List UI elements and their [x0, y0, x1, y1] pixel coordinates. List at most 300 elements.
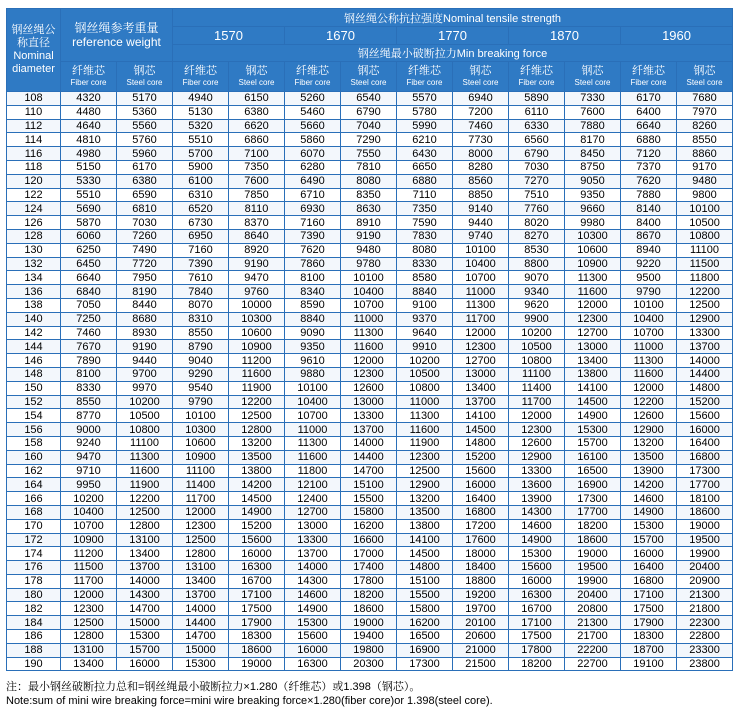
diameter-cell: 168	[7, 505, 61, 519]
value-cell: 12700	[453, 354, 509, 368]
value-cell: 6880	[397, 174, 453, 188]
value-cell: 5890	[509, 92, 565, 106]
value-cell: 18600	[341, 602, 397, 616]
diameter-cell: 176	[7, 561, 61, 575]
value-cell: 8860	[677, 147, 733, 161]
value-cell: 9070	[509, 271, 565, 285]
value-cell: 21500	[453, 657, 509, 671]
value-cell: 17300	[397, 657, 453, 671]
value-cell: 7680	[677, 92, 733, 106]
value-cell: 9620	[509, 298, 565, 312]
value-cell: 5570	[397, 92, 453, 106]
value-cell: 10200	[117, 395, 173, 409]
value-cell: 6110	[509, 105, 565, 119]
value-cell: 10400	[61, 505, 117, 519]
value-cell: 14400	[341, 450, 397, 464]
strength-header: 钢丝绳公称抗拉强度Nominal tensile strength	[173, 9, 733, 27]
value-cell: 15000	[117, 616, 173, 630]
value-cell: 10700	[621, 326, 677, 340]
value-cell: 19000	[565, 547, 621, 561]
value-cell: 14600	[621, 492, 677, 506]
value-cell: 7490	[117, 243, 173, 257]
value-cell: 8080	[341, 174, 397, 188]
value-cell: 9660	[565, 202, 621, 216]
value-cell: 9190	[229, 257, 285, 271]
value-cell: 5700	[173, 147, 229, 161]
value-cell: 11000	[285, 423, 341, 437]
value-cell: 16900	[397, 643, 453, 657]
value-cell: 14400	[173, 616, 229, 630]
diameter-cell: 186	[7, 630, 61, 644]
value-cell: 13800	[397, 519, 453, 533]
value-cell: 5460	[285, 105, 341, 119]
value-cell: 6640	[61, 271, 117, 285]
weight-header	[61, 9, 173, 62]
value-cell: 12200	[229, 395, 285, 409]
value-cell: 10400	[621, 312, 677, 326]
value-cell: 8110	[229, 202, 285, 216]
value-cell: 16000	[117, 657, 173, 671]
table-row	[7, 533, 733, 547]
diameter-cell: 182	[7, 602, 61, 616]
diameter-cell: 114	[7, 133, 61, 147]
value-cell: 7370	[621, 160, 677, 174]
table-row	[7, 519, 733, 533]
table-row	[7, 105, 733, 119]
table-row	[7, 423, 733, 437]
rope-spec-table	[6, 8, 733, 671]
value-cell: 15800	[397, 602, 453, 616]
value-cell: 11700	[453, 312, 509, 326]
value-cell: 11400	[509, 381, 565, 395]
diameter-cell: 136	[7, 285, 61, 299]
value-cell: 6560	[509, 133, 565, 147]
value-cell: 17500	[229, 602, 285, 616]
value-cell: 13300	[285, 533, 341, 547]
value-cell: 13200	[397, 492, 453, 506]
value-cell: 8170	[565, 133, 621, 147]
value-cell: 20600	[453, 630, 509, 644]
value-cell: 15500	[397, 588, 453, 602]
table-row	[7, 229, 733, 243]
value-cell: 15600	[677, 409, 733, 423]
value-cell: 22300	[677, 616, 733, 630]
diameter-cell: 162	[7, 464, 61, 478]
value-cell: 9440	[453, 216, 509, 230]
table-row	[7, 340, 733, 354]
diameter-cell: 170	[7, 519, 61, 533]
value-cell: 9790	[173, 395, 229, 409]
value-cell: 11200	[61, 547, 117, 561]
value-cell: 9640	[397, 326, 453, 340]
value-cell: 14300	[509, 505, 565, 519]
value-cell: 7840	[173, 285, 229, 299]
table-row	[7, 492, 733, 506]
diameter-cell: 128	[7, 229, 61, 243]
value-cell: 9440	[117, 354, 173, 368]
fiber-core-label-cn: 纤维芯	[184, 64, 217, 77]
value-cell: 7110	[397, 188, 453, 202]
fiber-core-label-en: Fiber core	[70, 77, 107, 87]
value-cell: 9480	[677, 174, 733, 188]
value-cell: 14100	[453, 409, 509, 423]
value-cell: 14900	[621, 505, 677, 519]
value-cell: 17200	[453, 519, 509, 533]
footnotes	[6, 680, 493, 708]
value-cell: 6210	[397, 133, 453, 147]
value-cell: 9760	[229, 285, 285, 299]
diameter-cell: 158	[7, 436, 61, 450]
value-cell: 13000	[285, 519, 341, 533]
value-cell: 12300	[509, 423, 565, 437]
value-cell: 6650	[397, 160, 453, 174]
value-cell: 12400	[285, 492, 341, 506]
value-cell: 13100	[61, 643, 117, 657]
value-cell: 6430	[397, 147, 453, 161]
value-cell: 16500	[565, 464, 621, 478]
table-row	[7, 478, 733, 492]
value-cell: 15700	[117, 643, 173, 657]
value-cell: 11600	[341, 340, 397, 354]
value-cell: 9170	[677, 160, 733, 174]
value-cell: 14800	[677, 381, 733, 395]
table-row	[7, 505, 733, 519]
table-row	[7, 243, 733, 257]
value-cell: 17400	[341, 561, 397, 575]
value-cell: 15100	[397, 574, 453, 588]
value-cell: 7850	[229, 188, 285, 202]
value-cell: 6840	[61, 285, 117, 299]
table-header	[7, 9, 733, 92]
value-cell: 12500	[677, 298, 733, 312]
value-cell: 17800	[341, 574, 397, 588]
value-cell: 8680	[117, 312, 173, 326]
value-cell: 15600	[285, 630, 341, 644]
value-cell: 6880	[621, 133, 677, 147]
value-cell: 7270	[509, 174, 565, 188]
value-cell: 10100	[453, 243, 509, 257]
diameter-cell: 116	[7, 147, 61, 161]
steel-core-header	[677, 62, 733, 92]
value-cell: 11000	[621, 340, 677, 354]
value-cell: 6810	[117, 202, 173, 216]
value-cell: 11600	[397, 423, 453, 437]
diameter-cell: 126	[7, 216, 61, 230]
value-cell: 8580	[397, 271, 453, 285]
value-cell: 8840	[285, 312, 341, 326]
value-cell: 15500	[341, 492, 397, 506]
value-cell: 14500	[565, 395, 621, 409]
value-cell: 5320	[173, 119, 229, 133]
value-cell: 12800	[173, 547, 229, 561]
fiber-core-header	[509, 62, 565, 92]
value-cell: 12000	[453, 326, 509, 340]
value-cell: 17900	[229, 616, 285, 630]
value-cell: 17100	[229, 588, 285, 602]
diameter-cell: 146	[7, 354, 61, 368]
grade-1670: 1670	[285, 27, 397, 45]
value-cell: 23800	[677, 657, 733, 671]
table-row	[7, 216, 733, 230]
value-cell: 16000	[229, 547, 285, 561]
value-cell: 6310	[173, 188, 229, 202]
value-cell: 4980	[61, 147, 117, 161]
value-cell: 15300	[173, 657, 229, 671]
value-cell: 13800	[229, 464, 285, 478]
value-cell: 12200	[677, 285, 733, 299]
value-cell: 6450	[61, 257, 117, 271]
table-row	[7, 657, 733, 671]
table-row	[7, 271, 733, 285]
value-cell: 9710	[61, 464, 117, 478]
fiber-core-header	[285, 62, 341, 92]
diameter-cell: 152	[7, 395, 61, 409]
value-cell: 14000	[677, 354, 733, 368]
value-cell: 9980	[565, 216, 621, 230]
table-row	[7, 147, 733, 161]
value-cell: 6540	[341, 92, 397, 106]
value-cell: 13700	[453, 395, 509, 409]
value-cell: 18600	[677, 505, 733, 519]
value-cell: 7510	[509, 188, 565, 202]
value-cell: 20400	[677, 561, 733, 575]
value-cell: 11100	[173, 464, 229, 478]
weight-label-cn: 钢丝绳参考重量	[74, 21, 159, 35]
value-cell: 21300	[565, 616, 621, 630]
value-cell: 11700	[61, 574, 117, 588]
value-cell: 9470	[61, 450, 117, 464]
value-cell: 13700	[117, 561, 173, 575]
value-cell: 12800	[61, 630, 117, 644]
diameter-label-en: Nominal diameter	[12, 50, 55, 75]
value-cell: 6170	[117, 160, 173, 174]
value-cell: 8630	[341, 202, 397, 216]
value-cell: 13200	[229, 436, 285, 450]
value-cell: 14100	[397, 533, 453, 547]
value-cell: 8350	[341, 188, 397, 202]
value-cell: 7390	[173, 257, 229, 271]
value-cell: 11300	[621, 354, 677, 368]
value-cell: 7030	[509, 160, 565, 174]
value-cell: 7620	[285, 243, 341, 257]
value-cell: 8330	[61, 381, 117, 395]
value-cell: 16400	[621, 561, 677, 575]
fiber-core-label-en: Fiber core	[630, 77, 667, 87]
value-cell: 7330	[565, 92, 621, 106]
value-cell: 9190	[117, 340, 173, 354]
value-cell: 4810	[61, 133, 117, 147]
fiber-core-header	[397, 62, 453, 92]
value-cell: 14700	[117, 602, 173, 616]
fiber-core-label-cn: 纤维芯	[72, 64, 105, 77]
value-cell: 18600	[565, 533, 621, 547]
value-cell: 12900	[677, 312, 733, 326]
value-cell: 7670	[61, 340, 117, 354]
table-row	[7, 450, 733, 464]
value-cell: 6930	[285, 202, 341, 216]
fiber-core-label-en: Fiber core	[518, 77, 555, 87]
value-cell: 7550	[341, 147, 397, 161]
value-cell: 8590	[285, 298, 341, 312]
value-cell: 20800	[565, 602, 621, 616]
value-cell: 12300	[453, 340, 509, 354]
grade-1960: 1960	[621, 27, 733, 45]
value-cell: 7810	[341, 160, 397, 174]
value-cell: 18100	[677, 492, 733, 506]
table-row	[7, 574, 733, 588]
value-cell: 9340	[509, 285, 565, 299]
value-cell: 13300	[677, 326, 733, 340]
value-cell: 11100	[117, 436, 173, 450]
diameter-cell: 150	[7, 381, 61, 395]
value-cell: 8800	[509, 257, 565, 271]
value-cell: 11000	[453, 285, 509, 299]
value-cell: 17900	[621, 616, 677, 630]
value-cell: 11100	[509, 367, 565, 381]
value-cell: 15300	[117, 630, 173, 644]
value-cell: 14700	[341, 464, 397, 478]
value-cell: 7880	[621, 188, 677, 202]
value-cell: 18300	[621, 630, 677, 644]
value-cell: 6790	[341, 105, 397, 119]
diameter-cell: 120	[7, 174, 61, 188]
value-cell: 7290	[341, 133, 397, 147]
value-cell: 14000	[173, 602, 229, 616]
value-cell: 8100	[285, 271, 341, 285]
value-cell: 8370	[229, 216, 285, 230]
diameter-cell: 190	[7, 657, 61, 671]
value-cell: 11300	[285, 436, 341, 450]
value-cell: 17500	[621, 602, 677, 616]
value-cell: 10600	[229, 326, 285, 340]
value-cell: 8640	[229, 229, 285, 243]
value-cell: 17700	[565, 505, 621, 519]
value-cell: 14100	[565, 381, 621, 395]
value-cell: 12900	[509, 450, 565, 464]
value-cell: 14400	[677, 367, 733, 381]
value-cell: 13300	[509, 464, 565, 478]
value-cell: 8260	[677, 119, 733, 133]
value-cell: 13400	[173, 574, 229, 588]
value-cell: 16800	[621, 574, 677, 588]
diameter-cell: 178	[7, 574, 61, 588]
fiber-core-label-cn: 纤维芯	[408, 64, 441, 77]
value-cell: 14200	[621, 478, 677, 492]
diameter-cell: 140	[7, 312, 61, 326]
steel-core-header	[229, 62, 285, 92]
value-cell: 12000	[341, 354, 397, 368]
value-cell: 6170	[621, 92, 677, 106]
value-cell: 8550	[61, 395, 117, 409]
diameter-cell: 174	[7, 547, 61, 561]
value-cell: 7200	[453, 105, 509, 119]
value-cell: 6150	[229, 92, 285, 106]
value-cell: 6380	[229, 105, 285, 119]
value-cell: 12500	[61, 616, 117, 630]
value-cell: 12500	[229, 409, 285, 423]
value-cell: 12000	[509, 409, 565, 423]
value-cell: 8340	[285, 285, 341, 299]
value-cell: 9800	[677, 188, 733, 202]
value-cell: 13700	[285, 547, 341, 561]
value-cell: 15100	[341, 478, 397, 492]
value-cell: 10600	[173, 436, 229, 450]
value-cell: 7970	[677, 105, 733, 119]
value-cell: 13400	[61, 657, 117, 671]
value-cell: 16800	[677, 450, 733, 464]
value-cell: 12000	[565, 298, 621, 312]
value-cell: 15300	[285, 616, 341, 630]
value-cell: 8940	[621, 243, 677, 257]
value-cell: 9350	[285, 340, 341, 354]
value-cell: 9100	[397, 298, 453, 312]
value-cell: 13500	[621, 450, 677, 464]
value-cell: 5510	[61, 188, 117, 202]
value-cell: 19200	[453, 588, 509, 602]
value-cell: 7460	[453, 119, 509, 133]
value-cell: 5760	[117, 133, 173, 147]
value-cell: 16400	[453, 492, 509, 506]
value-cell: 11100	[677, 243, 733, 257]
value-cell: 13100	[173, 561, 229, 575]
table-row	[7, 561, 733, 575]
value-cell: 6790	[509, 147, 565, 161]
value-cell: 10000	[229, 298, 285, 312]
value-cell: 10100	[621, 298, 677, 312]
value-cell: 8670	[621, 229, 677, 243]
value-cell: 15200	[677, 395, 733, 409]
value-cell: 11600	[229, 367, 285, 381]
value-cell: 16200	[341, 519, 397, 533]
fiber-core-label-cn: 纤维芯	[296, 64, 329, 77]
table-row	[7, 588, 733, 602]
value-cell: 14500	[397, 547, 453, 561]
core-type-row	[7, 62, 733, 92]
value-cell: 15800	[341, 505, 397, 519]
value-cell: 11300	[341, 326, 397, 340]
value-cell: 22800	[677, 630, 733, 644]
value-cell: 9790	[621, 285, 677, 299]
value-cell: 4640	[61, 119, 117, 133]
value-cell: 8080	[397, 243, 453, 257]
value-cell: 7720	[117, 257, 173, 271]
diameter-cell: 138	[7, 298, 61, 312]
value-cell: 10500	[397, 367, 453, 381]
value-cell: 13700	[677, 340, 733, 354]
value-cell: 12000	[621, 381, 677, 395]
value-cell: 10800	[117, 423, 173, 437]
value-cell: 6730	[173, 216, 229, 230]
steel-core-label-cn: 钢芯	[469, 64, 492, 77]
value-cell: 15700	[565, 436, 621, 450]
value-cell: 16900	[565, 478, 621, 492]
value-cell: 13400	[117, 547, 173, 561]
value-cell: 12600	[509, 436, 565, 450]
fiber-core-header	[621, 62, 677, 92]
table-row	[7, 285, 733, 299]
table-row	[7, 616, 733, 630]
diameter-label-cn: 钢丝绳公称直径	[11, 24, 56, 49]
value-cell: 5900	[173, 160, 229, 174]
value-cell: 8440	[117, 298, 173, 312]
value-cell: 6590	[117, 188, 173, 202]
value-cell: 6280	[285, 160, 341, 174]
diameter-cell: 118	[7, 160, 61, 174]
value-cell: 6490	[285, 174, 341, 188]
value-cell: 13700	[173, 588, 229, 602]
value-cell: 21000	[453, 643, 509, 657]
value-cell: 7350	[229, 160, 285, 174]
